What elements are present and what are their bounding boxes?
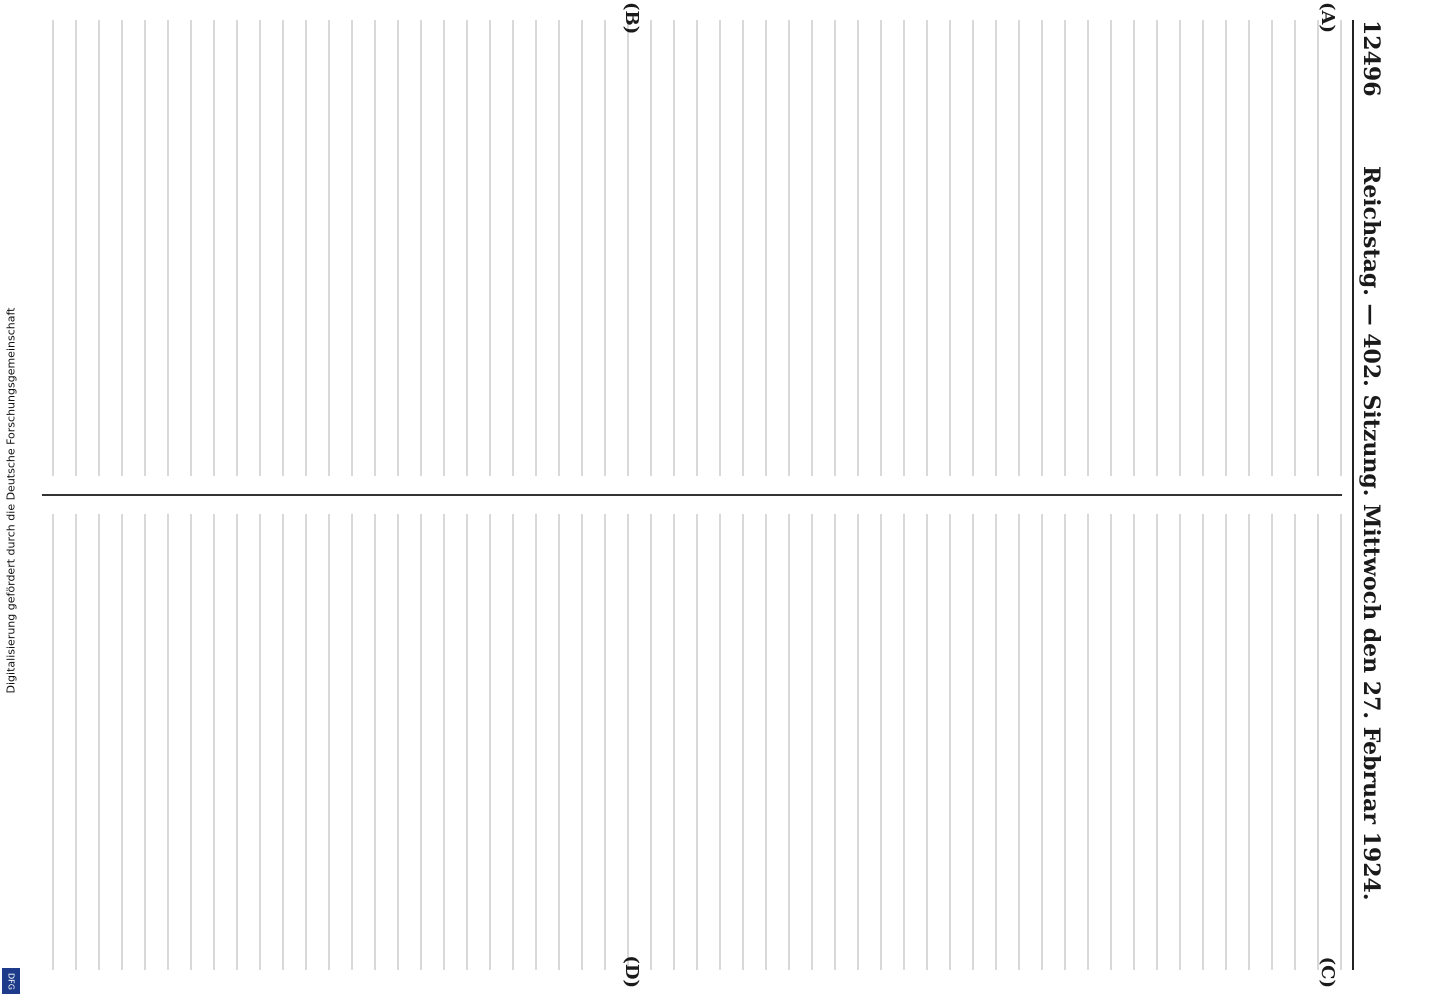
margin-mark-b: (B) bbox=[621, 2, 642, 35]
credit-text: Digitalisierung gefördert durch die Deutsche Forschungsgemeinschaft bbox=[4, 307, 18, 693]
running-header bbox=[1352, 20, 1384, 970]
text-lines-placeholder bbox=[42, 20, 1342, 476]
text-columns bbox=[42, 2, 1342, 988]
margin-mark-c: (C) bbox=[1317, 956, 1338, 988]
page-number: 12496 bbox=[1358, 20, 1384, 97]
right-column bbox=[42, 514, 1342, 988]
margin-mark-d: (D) bbox=[621, 955, 642, 988]
left-column bbox=[42, 2, 1342, 476]
header-title: Reichstag. — 402. Sitzung. Mittwoch den 27. Februar 1924. bbox=[1358, 166, 1384, 901]
column-divider bbox=[42, 494, 1342, 496]
margin-mark-a: (A) bbox=[1317, 2, 1338, 33]
page-content bbox=[18, 0, 1398, 990]
dfg-logo: DFG bbox=[2, 968, 20, 994]
text-lines-placeholder bbox=[42, 514, 1342, 970]
